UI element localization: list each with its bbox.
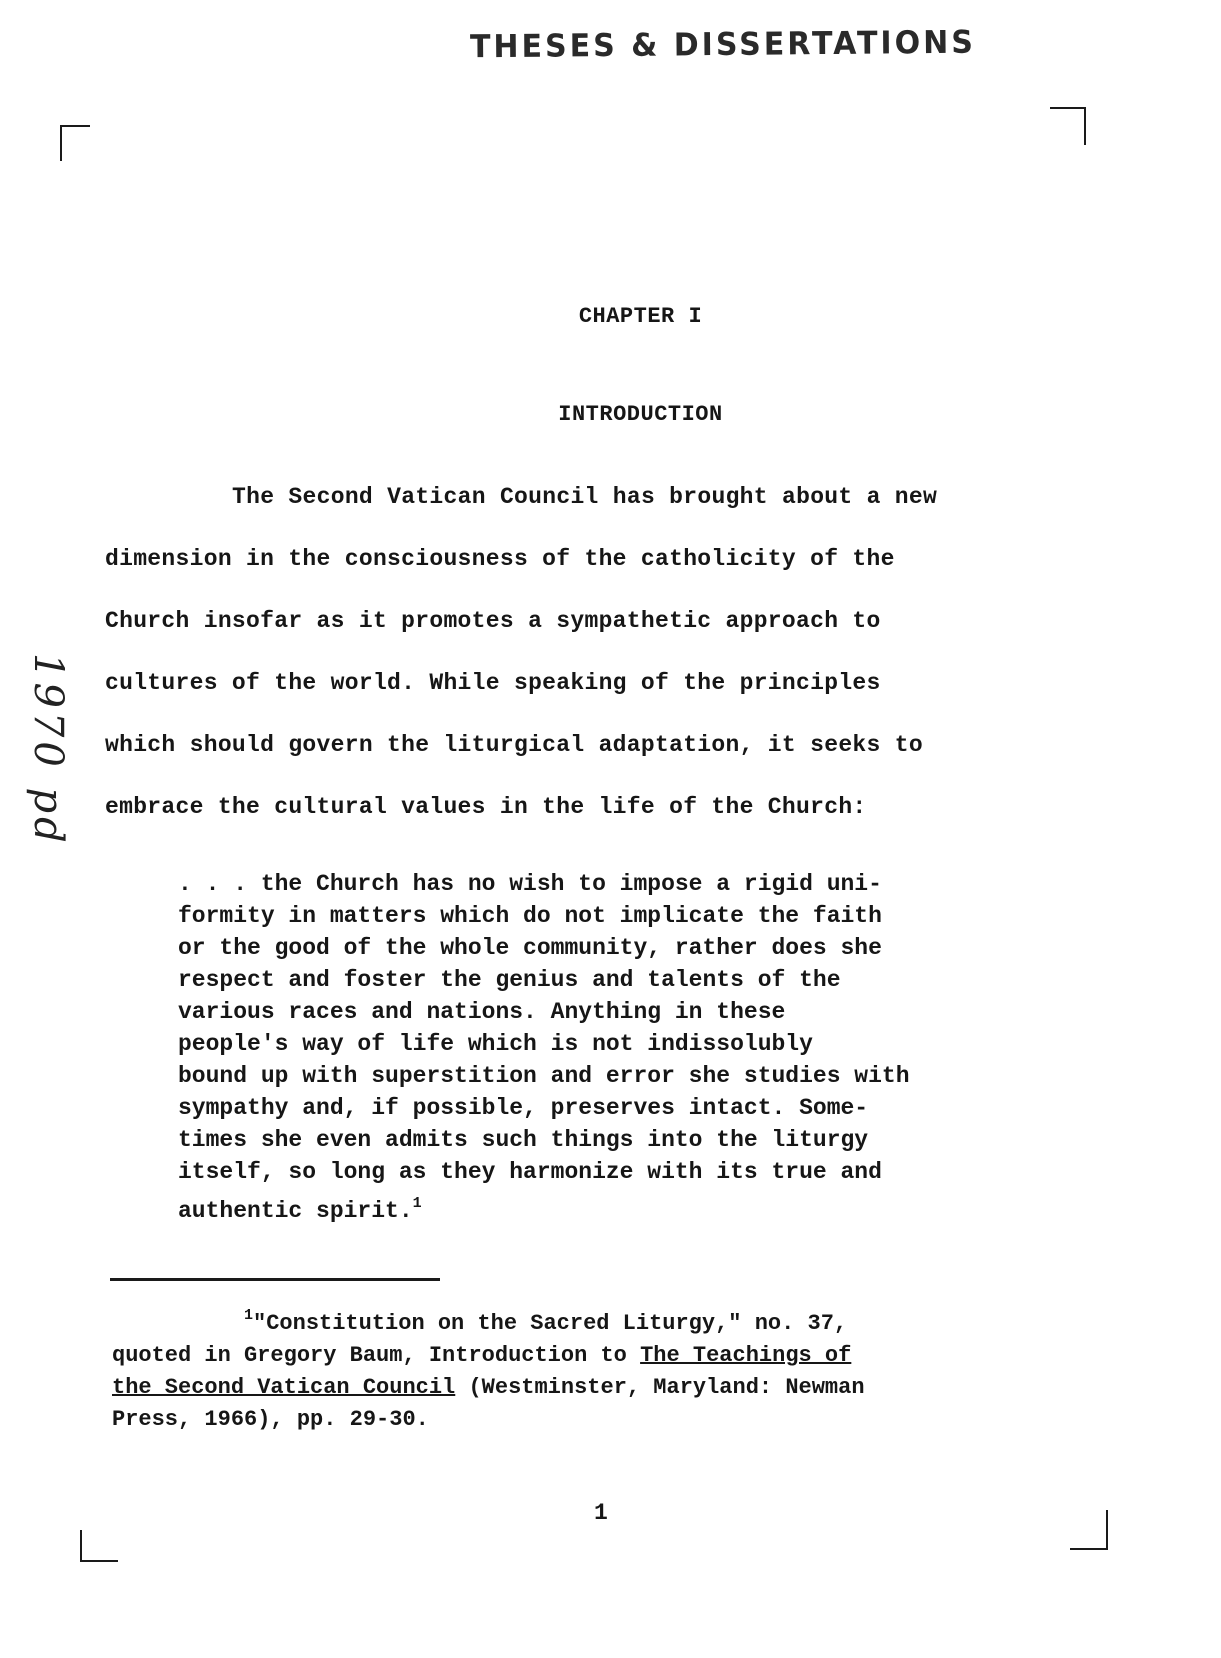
quote-line: people's way of life which is not indissolubly xyxy=(178,1031,813,1057)
body-line: The Second Vatican Council has brought about a new xyxy=(232,484,938,510)
quote-line: times she even admits such things into the liturgy xyxy=(178,1127,869,1153)
quote-line: . . . the Church has no wish to impose a rigid uni- xyxy=(178,871,882,897)
crop-mark-top-right xyxy=(1050,107,1086,145)
footnote-reference: 1 xyxy=(412,1195,422,1212)
quote-line: formity in matters which do not implicate the faith xyxy=(178,903,882,929)
footnote-line xyxy=(112,1372,1092,1404)
footnote-book-title: The Teachings of xyxy=(640,1343,852,1368)
footnote-separator xyxy=(110,1278,440,1281)
crop-mark-top-left xyxy=(60,125,90,161)
crop-mark-bottom-left xyxy=(80,1530,118,1562)
footnote-line xyxy=(112,1300,1092,1340)
quote-line: itself, so long as they harmonize with its true and xyxy=(178,1159,882,1185)
quote-line: bound up with superstition and error she studies with xyxy=(178,1063,910,1089)
footnote-text: (Westminster, Maryland: Newman xyxy=(455,1375,865,1400)
footnote-line xyxy=(112,1340,1092,1372)
body-line: cultures of the world. While speaking of the principles xyxy=(105,670,881,696)
quote-line: sympathy and, if possible, preserves intact. Some- xyxy=(178,1095,869,1121)
footnote-book-title: the Second Vatican Council xyxy=(112,1375,456,1400)
handwritten-margin-note: 1970 pd xyxy=(25,653,71,847)
footnote-line: Press, 1966), pp. 29-30. xyxy=(112,1407,429,1432)
block-quote xyxy=(178,868,1058,1227)
body-line: embrace the cultural values in the life of the Church: xyxy=(105,794,867,820)
quote-line: or the good of the whole community, rather does she xyxy=(178,935,882,961)
body-line: Church insofar as it promotes a sympathetic approach to xyxy=(105,608,881,634)
footnote-text: "Constitution on the Sacred Liturgy," no. 37, xyxy=(253,1311,848,1336)
footnote xyxy=(112,1300,1092,1436)
archive-stamp: THESES & DISSERTATIONS xyxy=(469,24,977,66)
chapter-title: INTRODUCTION xyxy=(558,402,723,427)
quote-line: respect and foster the genius and talents of the xyxy=(178,967,841,993)
body-line: which should govern the liturgical adaptation, it seeks to xyxy=(105,732,923,758)
footnote-marker: 1 xyxy=(244,1307,254,1324)
page-number: 1 xyxy=(594,1500,608,1526)
footnote-text: quoted in Gregory Baum, Introduction to xyxy=(112,1343,641,1368)
quote-line: various races and nations. Anything in these xyxy=(178,999,786,1025)
crop-mark-bottom-right xyxy=(1070,1510,1108,1550)
quote-line-text: authentic spirit. xyxy=(178,1198,413,1224)
chapter-number: CHAPTER I xyxy=(578,304,703,329)
quote-line-last xyxy=(178,1188,1058,1227)
body-line: dimension in the consciousness of the catholicity of the xyxy=(105,546,895,572)
